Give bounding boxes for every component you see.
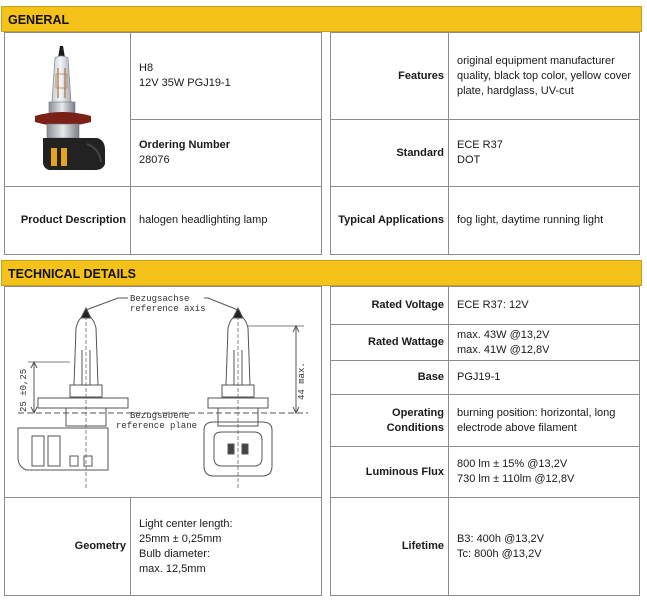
rated-voltage-line: ECE R37: 12V [457, 299, 529, 311]
typical-applications-label: Typical Applications [338, 214, 444, 226]
luminous-flux-line: 800 lm ± 15% @13,2V [457, 458, 568, 470]
geometry-value [130, 498, 320, 595]
features-line: quality, black top color, yellow cover [457, 69, 632, 82]
rated-voltage-value [448, 287, 638, 324]
ordering-label: Ordering Number [139, 139, 231, 151]
standard-line: DOT [457, 154, 481, 166]
geometry-label: Geometry [74, 540, 126, 552]
lifetime-line: B3: 400h @13,2V [457, 532, 545, 545]
reference-axis-en-label: reference axis [130, 304, 206, 314]
lifetime-line: Tc: 800h @13,2V [457, 547, 542, 560]
dimension-drawing [8, 290, 316, 492]
reference-axis-de-label: Bezugsachse [130, 294, 190, 304]
lifetime-label: Lifetime [401, 540, 444, 552]
product-description-label: Product Description [20, 214, 126, 226]
standard-value [448, 120, 638, 186]
general-section-header: GENERAL [1, 6, 642, 32]
product-spec: 12V 35W PGJ19-1 [139, 77, 231, 89]
operating-conditions-label: Operating Conditions [386, 406, 444, 434]
base-value [448, 361, 638, 394]
rated-wattage-value [448, 325, 638, 360]
geometry-line: max. 12,5mm [139, 562, 206, 575]
operating-conditions-value [448, 395, 638, 446]
base-line: PGJ19-1 [457, 371, 501, 383]
features-value [448, 33, 638, 119]
product-name: H8 [139, 62, 154, 74]
geometry-line: 25mm ± 0,25mm [139, 532, 222, 545]
rated-wattage-line: max. 41W @12,8V [457, 343, 550, 356]
luminous-flux-label: Luminous Flux [365, 465, 444, 478]
rated-wattage-line: max. 43W @13,2V [457, 328, 550, 341]
standard-line: ECE R37 [457, 139, 503, 151]
ordering-value: 28076 [139, 154, 170, 166]
lifetime-value [448, 498, 638, 595]
luminous-flux-line: 730 lm ± 110lm @12,8V [457, 473, 575, 485]
operating-conditions-line: electrode above filament [457, 421, 577, 434]
operating-conditions-line: burning position: horizontal, long [457, 406, 616, 419]
ordering-cell [130, 136, 320, 170]
standard-label: Standard [396, 146, 444, 159]
geometry-line: Bulb diameter: [139, 547, 210, 560]
features-label: Features [398, 69, 444, 82]
rated-voltage-label: Rated Voltage [371, 299, 444, 311]
reference-plane-en-label: reference plane [116, 421, 198, 431]
features-line: original equipment manufacturer [457, 54, 615, 67]
luminous-flux-value [448, 447, 638, 497]
bulb-photo [25, 44, 110, 174]
product-description-value: halogen headlighting lamp [139, 214, 268, 226]
geometry-line: Light center length: [139, 517, 233, 530]
rated-wattage-label: Rated Wattage [368, 336, 444, 348]
dim-height-label: 44 max. [297, 362, 307, 400]
typical-applications-value: fog light, daytime running light [457, 214, 604, 226]
reference-plane-de-label: Bezugsebene [130, 411, 190, 421]
base-label: Base [417, 371, 444, 383]
dim-center-label: 25 ±0,25 [19, 368, 29, 412]
technical-section-header: TECHNICAL DETAILS [1, 260, 642, 286]
product-name-cell [130, 59, 320, 93]
features-line: plate, hardglass, UV-cut [457, 84, 574, 97]
